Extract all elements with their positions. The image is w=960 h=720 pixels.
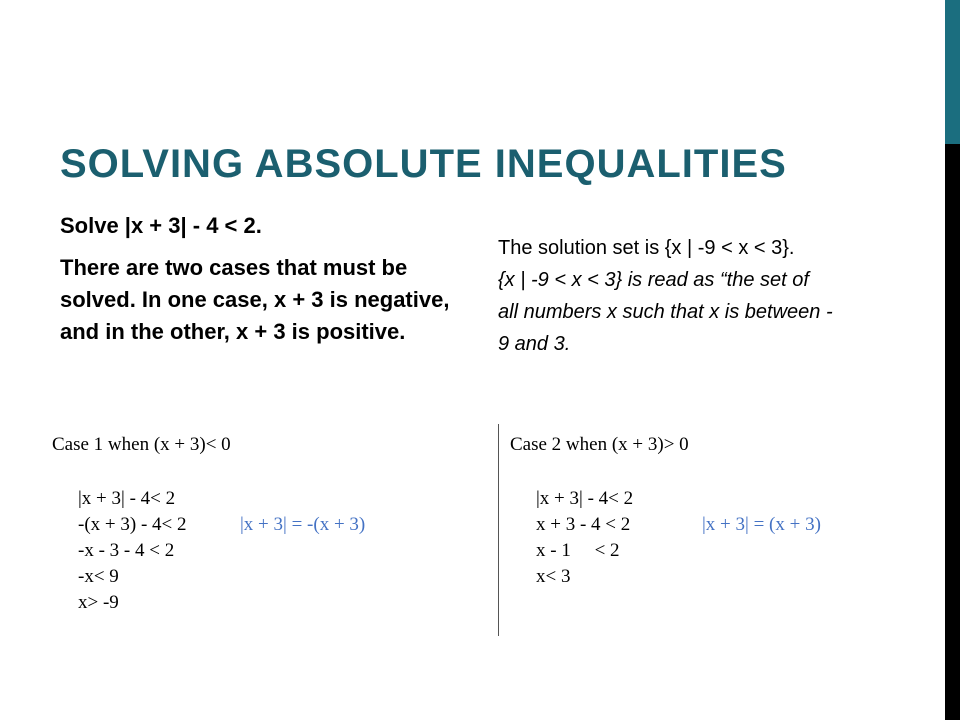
set-reading-line-2: all numbers x such that x is between - <box>498 301 833 323</box>
case-2-step: x< 3 <box>536 566 571 587</box>
right-sidebar-bar <box>945 0 960 720</box>
case-1-steps <box>52 486 482 616</box>
set-reading-line-1: {x | -9 < x < 3} is read as “the set of <box>498 269 809 291</box>
case-1-note: |x + 3| = -(x + 3) <box>240 514 366 535</box>
case-2-step: x - 1 < 2 <box>536 540 620 561</box>
set-reading-line-3: 9 and 3. <box>498 333 571 355</box>
case-1-step: -x - 3 - 4 < 2 <box>78 540 175 561</box>
case-2-note: |x + 3| = (x + 3) <box>702 514 821 535</box>
case-2-step: |x + 3| - 4< 2 <box>536 488 634 509</box>
case-1-panel <box>52 432 482 616</box>
case-1-step: x> -9 <box>78 592 119 613</box>
solution-text-block <box>498 232 948 360</box>
case-2-header: Case 2 when (x + 3)> 0 <box>510 434 689 455</box>
left-text-block <box>60 210 470 348</box>
solution-set-line: The solution set is {x | -9 < x < 3}. <box>498 237 795 259</box>
problem-statement: Solve |x + 3| - 4 < 2. <box>60 213 262 238</box>
case-2-steps <box>510 486 930 590</box>
case-1-step: |x + 3| - 4< 2 <box>78 488 176 509</box>
case-2-panel <box>510 432 930 590</box>
case-1-step: -(x + 3) - 4< 2 |x + 3| = -(x + 3) <box>78 512 482 538</box>
case-divider <box>498 424 499 636</box>
sidebar-accent <box>945 0 960 144</box>
slide-title: SOLVING ABSOLUTE INEQUALITIES <box>60 142 787 186</box>
cases-explanation: There are two cases that must be solved. In one case, x + 3 is negative, and in the other, x + 3 is positive. <box>60 255 450 344</box>
case-2-step: x + 3 - 4 < 2 |x + 3| = (x + 3) <box>536 512 930 538</box>
case-1-step: -x< 9 <box>78 566 119 587</box>
case-1-header: Case 1 when (x + 3)< 0 <box>52 434 231 455</box>
